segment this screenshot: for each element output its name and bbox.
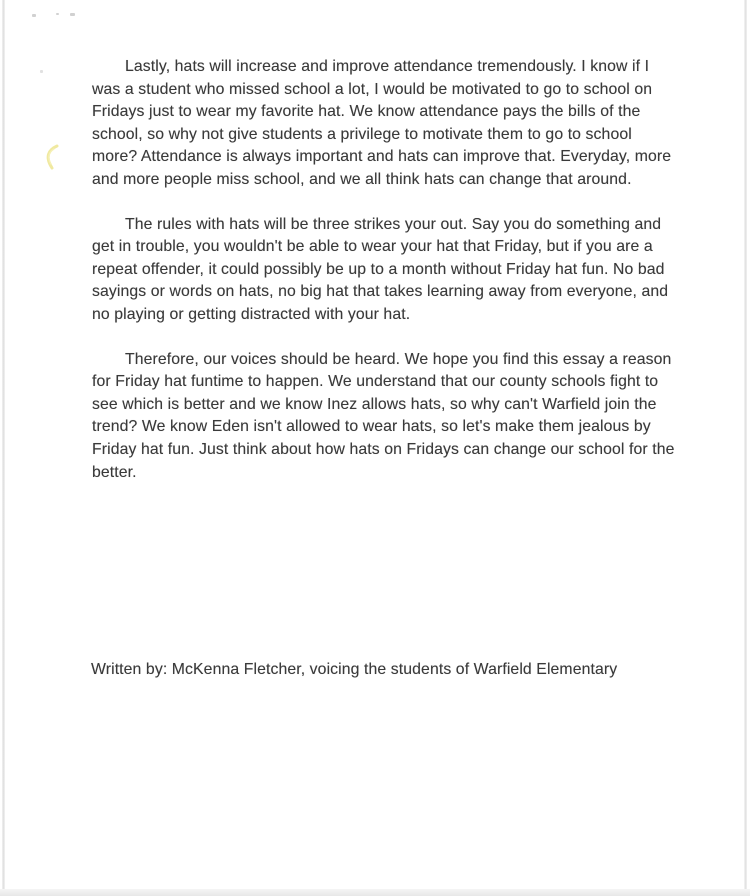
- scan-speck: [40, 70, 43, 73]
- scan-speck: [70, 13, 75, 16]
- page-left-edge: [2, 0, 5, 896]
- scan-speck: [56, 13, 59, 15]
- essay-paragraph-3: Therefore, our voices should be heard. We hope you find this essay a reason for Friday hat funtime to happen. We understand that our county schools fight to see which is better and we know Inez allows hats, so why can't Warfield join the trend? We know Eden isn't allowed to wear hats, so let's make them jealous by Friday hat fun. Just think about how hats on Fridays can change our school for the better.: [92, 350, 675, 481]
- essay-paragraph-1: Lastly, hats will increase and improve attendance tremendously. I know if I was a student who missed school a lot, I would be motivated to go to school on Fridays just to wear my favorite hat. We know attendance pays the bills of the school, so why not give students a privilege to motivate them to go to school more? Attendance is always important and hats can improve that. Everyday, more and more people miss school, and we all think hats can change that around.: [92, 58, 672, 188]
- scan-speck: [32, 14, 36, 17]
- essay-byline: Written by: McKenna Fletcher, voicing the students of Warfield Elementary: [91, 661, 618, 678]
- page-right-edge: [744, 0, 747, 896]
- yellow-pen-mark-icon: [42, 143, 60, 171]
- essay-paragraph-2: The rules with hats will be three strikes your out. Say you do something and get in trouble, you wouldn't be able to wear your hat that Friday, but if you are a repeat offender, it could possibly be up to a month without Friday hat fun. No bad sayings or words on hats, no big hat that takes learning away from everyone, and no playing or getting distracted with your hat.: [92, 215, 669, 323]
- essay-body: [92, 56, 680, 506]
- page-bottom-edge: [0, 889, 750, 896]
